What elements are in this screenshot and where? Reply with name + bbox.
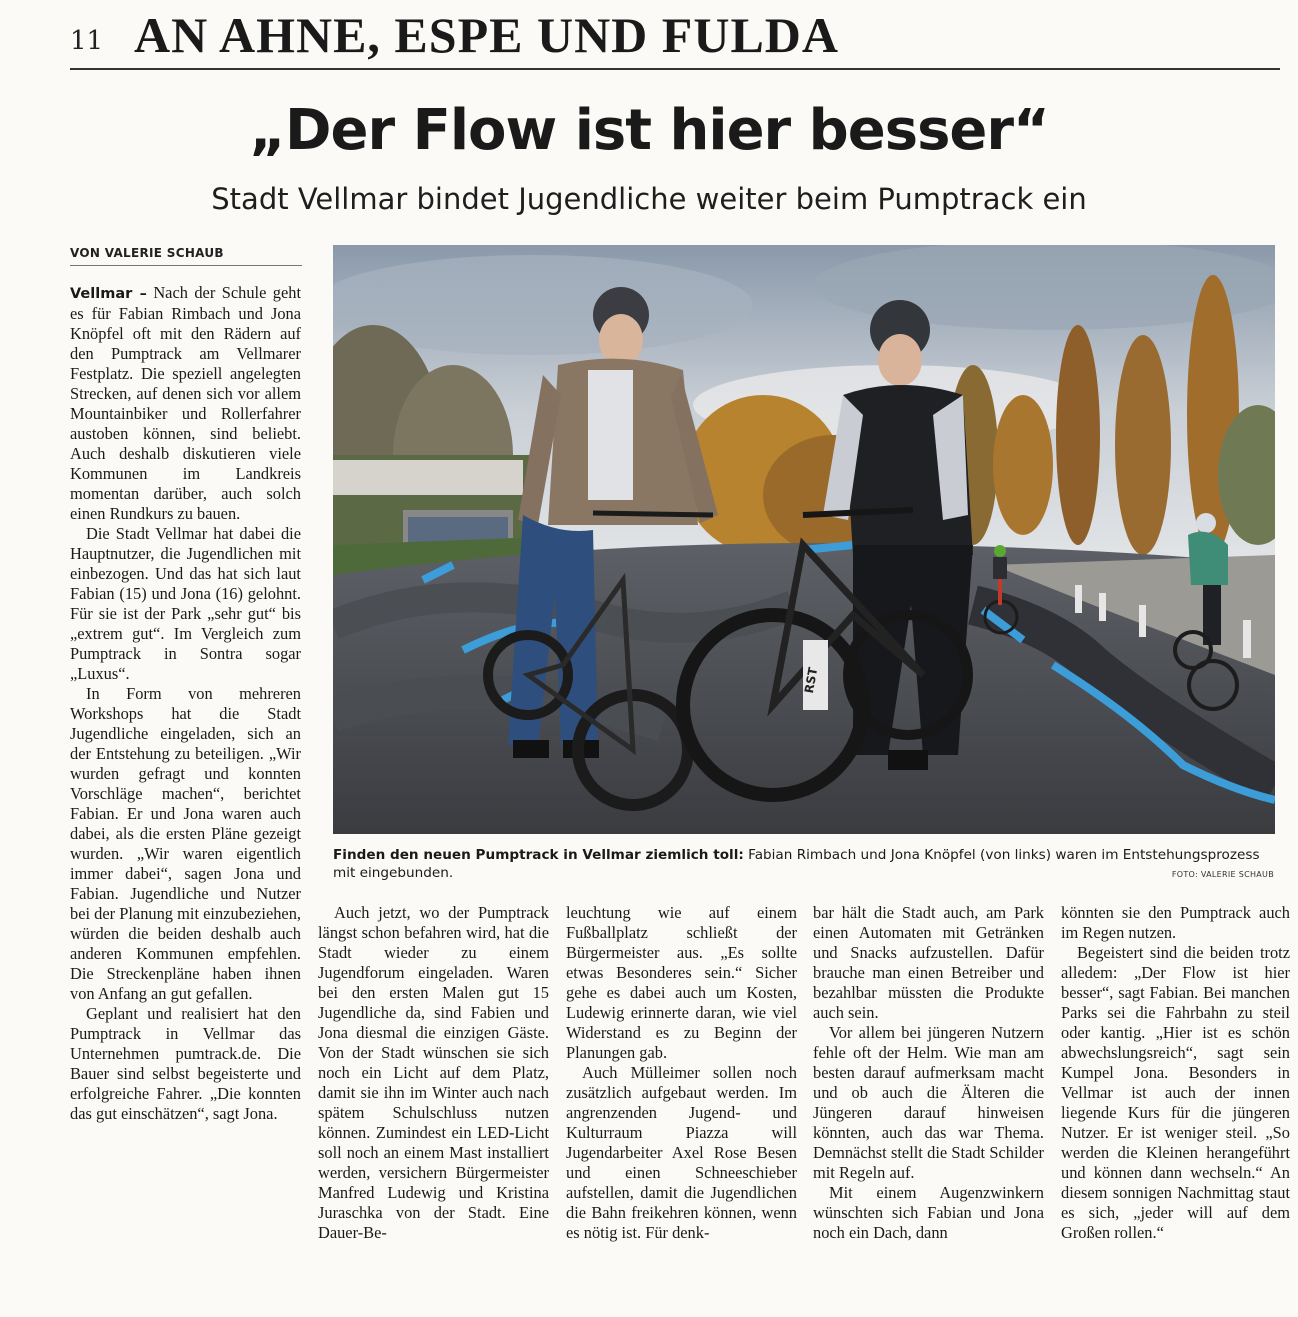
page-number: 11 (70, 26, 104, 56)
section-title: AN AHNE, ESPE UND FULDA (134, 7, 840, 63)
paragraph-8: bar hält die Stadt auch, am Park einen Automaten mit Getränken und Snacks aufzustellen. Dafür brauche man einen Betreiber und bezahlbar müssten die Produkte auch sein. (813, 903, 1044, 1022)
photo-credit: FOTO: VALERIE SCHAUB (1171, 870, 1274, 879)
photo-caption (333, 846, 1275, 882)
byline-rule (70, 265, 302, 266)
byline: VON VALERIE SCHAUB (70, 246, 224, 260)
subheadline: Stadt Vellmar bindet Jugendliche weiter beim Pumptrack ein (211, 182, 1087, 216)
paragraph-12: Begeistert sind die beiden trotz alledem: „Der Flow ist hier besser“, sagt Fabian. Bei manchen Parks sei die Fahrbahn zu steil oder kantig. „Hier ist es schön abwechslungsreich“, sagt sein Kumpel Jona. Besonders in Vellmar ist auch der innen liegende Kurs für die jüngeren Nutzer. Er ist weniger steil. „So werden die Kleinen herangeführt und können dann wechseln.“ An diesem sonnigen Nachmittag staut es sich, „jeder will auf dem Großen rollen.“ (1061, 943, 1290, 1242)
article-column-5 (1061, 903, 1290, 1243)
paragraph-9: Vor allem bei jüngeren Nutzern fehle oft der Helm. Wie man am besten darauf aufmerksam macht und ob auch die Älteren die Jüngeren darauf hinweisen könnten, auch das war Thema. Demnächst stellt die Stadt Schilder mit Regeln auf. (813, 1023, 1044, 1182)
fork-rst-logo (802, 640, 828, 710)
article-column-3 (566, 903, 797, 1243)
paragraph-1-text: Nach der Schule geht es für Fabian Rimbach und Jona Knöpfel oft mit den Rädern auf den Pumptrack am Vellmarer Festplatz. Die speziell angelegten Strecken, auf denen sich vor allem Mountainbiker und Rollerfahrer austoben können, sind beliebt. Auch deshalb diskutieren viele Kommunen im Landkreis momentan darüber, auch solch einen Rundkurs zu bauen. (70, 283, 301, 523)
header-rule (70, 68, 1280, 70)
svg-text:RST: RST (801, 666, 821, 695)
headline: „Der Flow ist hier besser“ (249, 98, 1049, 163)
paragraph-6: leuchtung wie auf einem Fußballplatz schließt der Bürgermeister aus. „Es sollte etwas Besonderes sein.“ Sicher gehe es dabei auch um Kosten, Ludewig erinnerte daran, wie viel Widerstand es zu Beginn der Planungen gab. (566, 903, 797, 1062)
paragraph-3: In Form von mehreren Workshops hat die Stadt Jugendliche eingeladen, sich an der Entstehung zu beteiligen. „Wir wurden gefragt und konnten Vorschläge machen“, berichtet Fabian. Er und Jona waren auch dabei, als die ersten Pläne gezeigt wurden. „Wir waren eigentlich immer dabei“, sagen Jona und Fabian. Jugendliche und Nutzer bei der Planung mit einzubeziehen, würden die beiden deshalb auch anderen Kommunen empfehlen. Die Streckenpläne haben ihnen von Anfang an gut gefallen. (70, 684, 301, 1003)
caption-text: Fabian Rimbach und Jona Knöpfel (von links) waren im Entstehungsprozess mit eingebunden. (333, 847, 1260, 881)
paragraph-7: Auch Mülleimer sollen noch zusätzlich aufgebaut werden. Im angrenzenden Jugend- und Kulturraum Piazza will Jugendarbeiter Axel Rose Besen und einen Schneeschieber aufstellen, damit die Jugendlichen die Bahn freikehren können, wenn es nötig ist. Für denk- (566, 1063, 797, 1242)
paragraph-2: Die Stadt Vellmar hat dabei die Hauptnutzer, die Jugendlichen mit einbezogen. Und das hat sich laut Fabian (15) und Jona (16) gelohnt. Für sie ist der Park „sehr gut“ bis „extrem gut“. Im Vergleich zum Pumptrack in Sontra sogar „Luxus“. (70, 524, 301, 683)
article-column-1 (70, 283, 301, 1124)
paragraph-1 (70, 283, 301, 524)
article-column-4 (813, 903, 1044, 1243)
dateline: Vellmar – (70, 286, 147, 302)
paragraph-5: Auch jetzt, wo der Pumptrack längst schon befahren wird, hat die Stadt wieder zu einem Jugendforum eingeladen. Waren bei den ersten Malen gut 15 Jugendliche da, sind Fabien und Jona diesmal die einzigen Gäste. Von der Stadt wünschen sie sich noch ein Licht auf dem Platz, damit sie ihn im Winter auch nach spätem Schulschluss nutzen können. Zumindest ein LED-Licht soll noch an einem Mast installiert werden, versichern Bürgermeister Manfred Ludewig und Kristina Juraschka von der Stadt. Eine Dauer-Be- (318, 903, 549, 1242)
article-column-2 (318, 903, 549, 1243)
paragraph-10: Mit einem Augenzwinkern wünschten sich Fabian und Jona noch ein Dach, dann (813, 1183, 1044, 1242)
building (333, 460, 523, 495)
paragraph-4: Geplant und realisiert hat den Pumptrack in Vellmar das Unternehmen pumtrack.de. Die Bauer sind selbst begeisterte und erfolgreiche Fahrer. „Die konnten das gut einschätzen“, sagt Jona. (70, 1004, 301, 1123)
caption-lead: Finden den neuen Pumptrack in Vellmar ziemlich toll: (333, 847, 744, 863)
paragraph-11: könnten sie den Pumptrack auch im Regen nutzen. (1061, 903, 1290, 942)
article-photo (333, 245, 1275, 834)
